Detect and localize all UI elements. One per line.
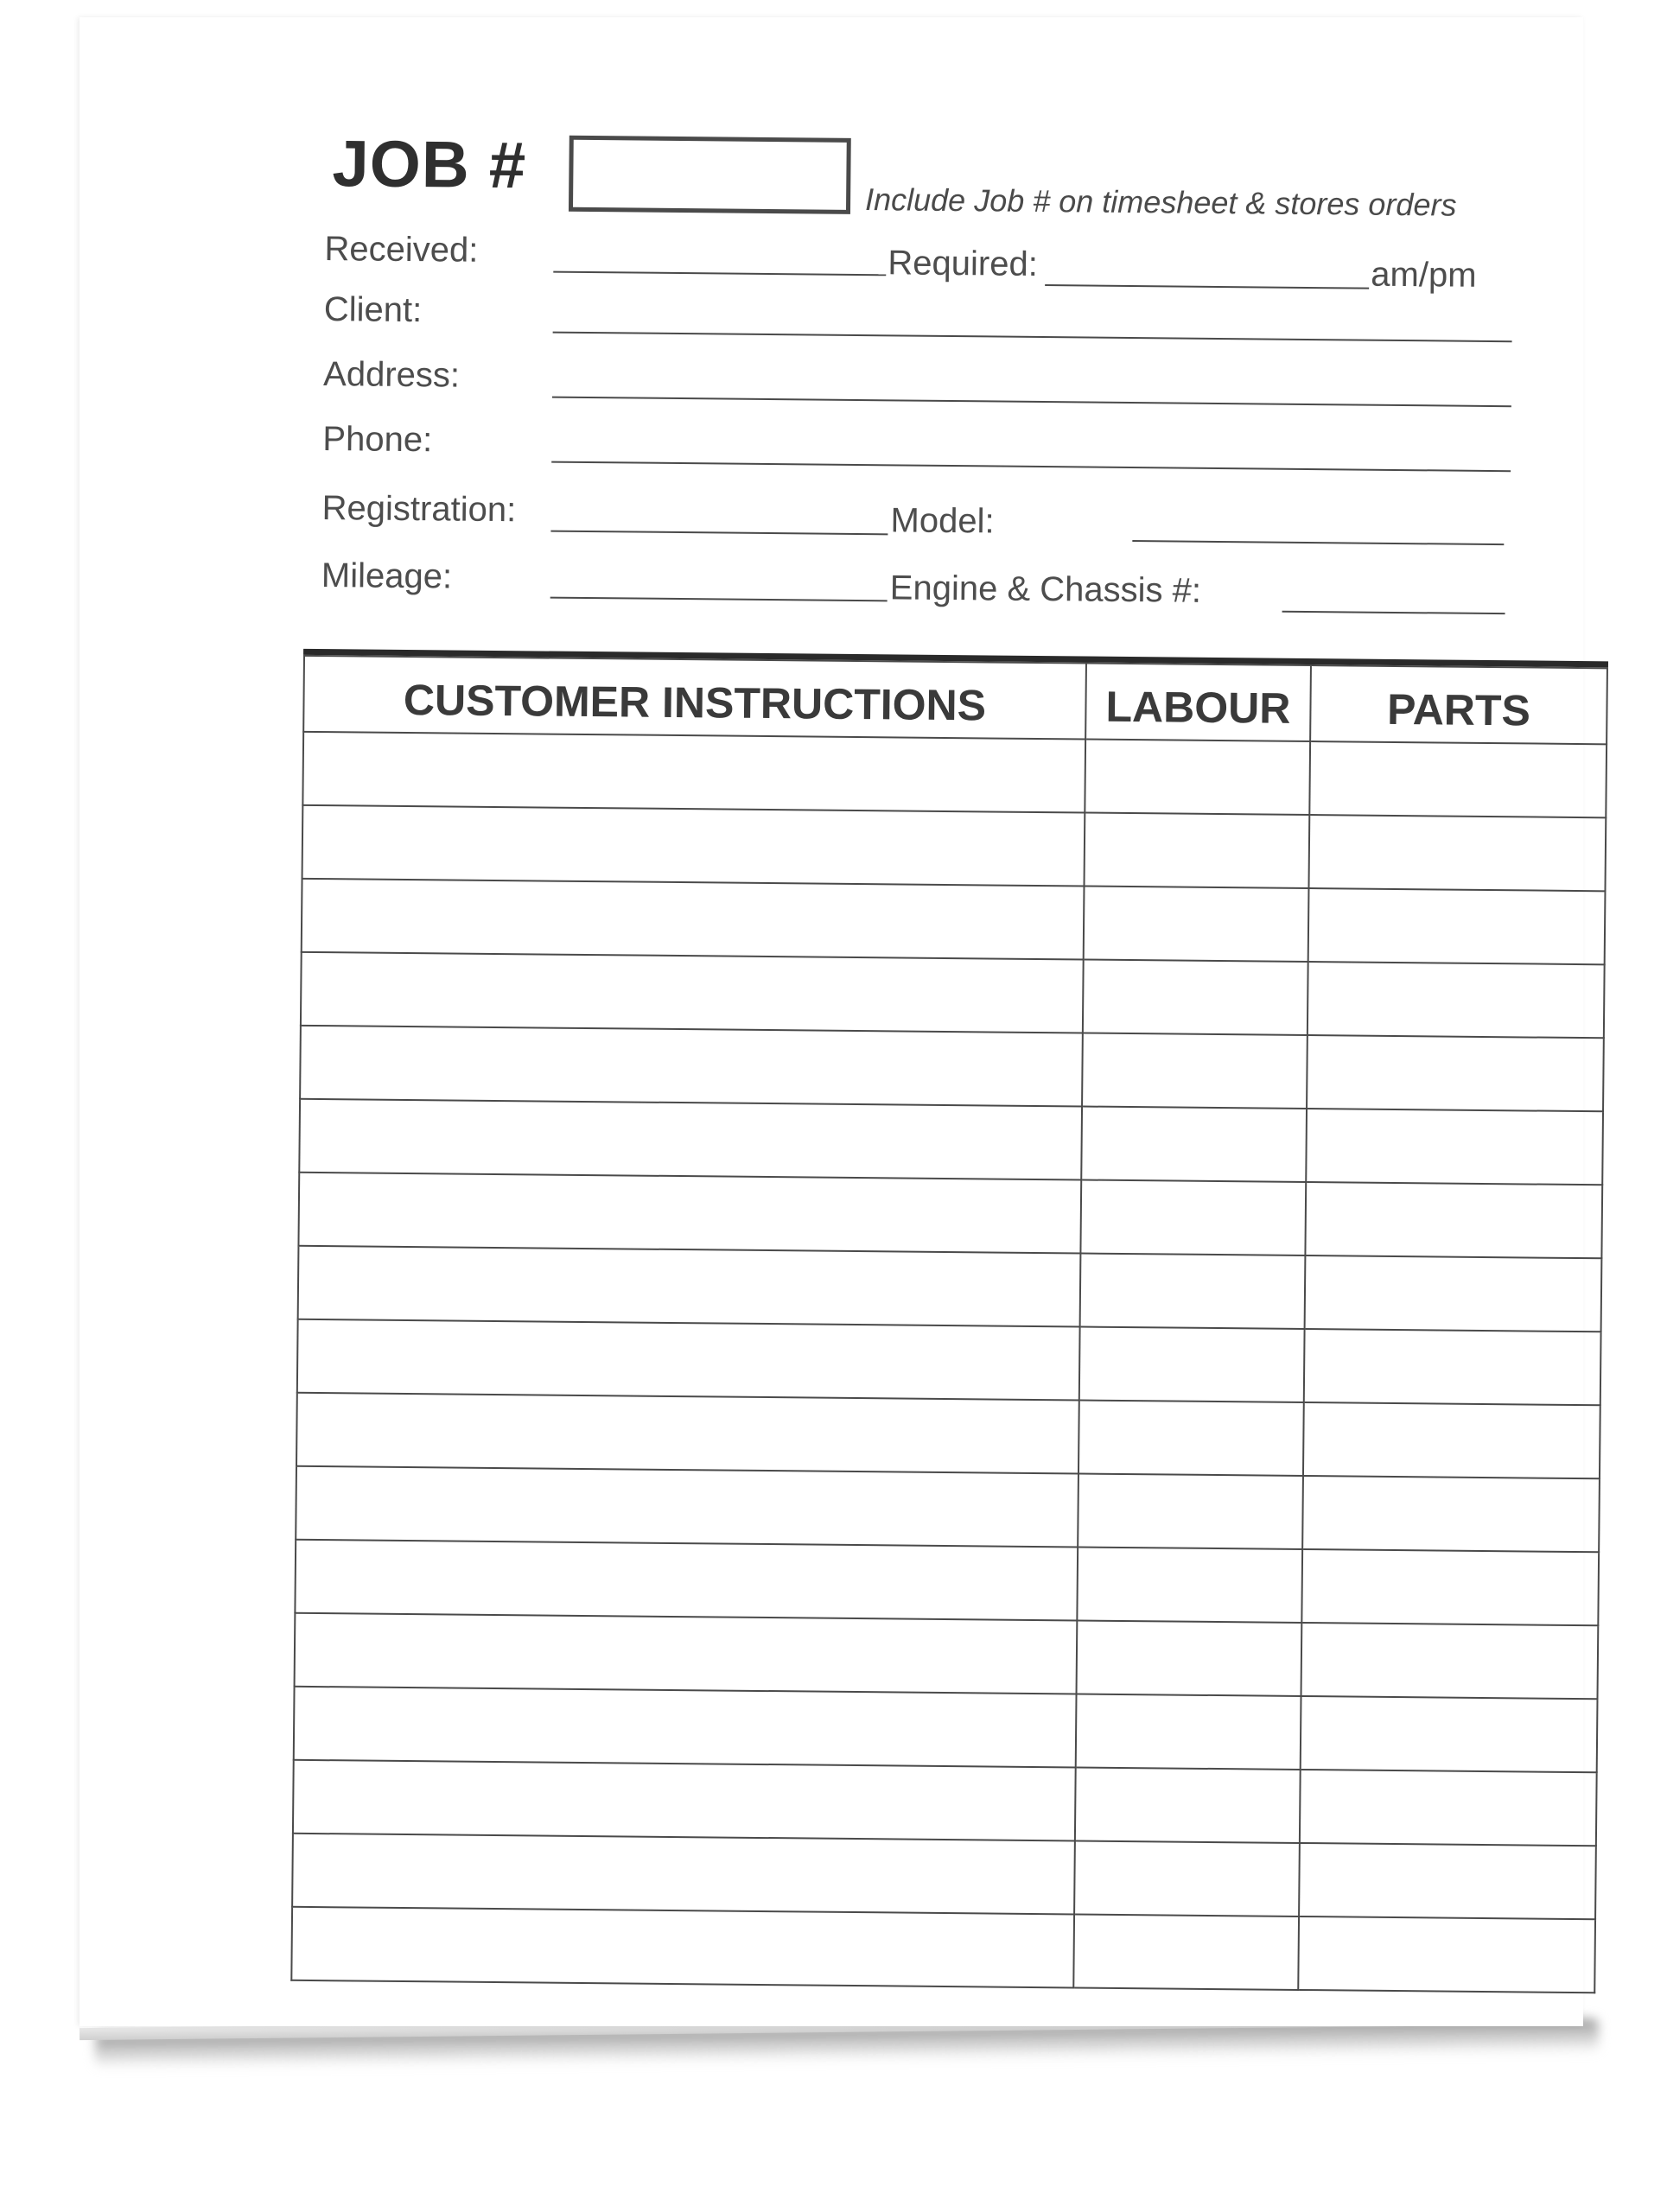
instruction-cell[interactable]	[302, 805, 1085, 887]
parts-cell[interactable]	[1299, 1843, 1596, 1919]
labour-cell[interactable]	[1083, 960, 1308, 1035]
ampm-label: am/pm	[1371, 255, 1477, 295]
table-row	[302, 805, 1607, 891]
instruction-cell[interactable]	[301, 952, 1084, 1033]
parts-cell[interactable]	[1300, 1770, 1597, 1846]
parts-cell[interactable]	[1309, 741, 1607, 817]
parts-cell[interactable]	[1302, 1476, 1600, 1552]
table-header-row	[303, 656, 1607, 744]
instruction-cell[interactable]	[295, 1613, 1078, 1694]
table-row	[293, 1760, 1597, 1846]
mileage-line[interactable]	[550, 597, 888, 602]
received-label: Received:	[324, 230, 479, 270]
labour-cell[interactable]	[1074, 1840, 1300, 1916]
parts-cell[interactable]	[1307, 1035, 1604, 1111]
labour-cell[interactable]	[1079, 1326, 1305, 1402]
table-row	[299, 1099, 1603, 1185]
labour-cell[interactable]	[1080, 1180, 1306, 1255]
engine-chassis-line[interactable]	[1282, 611, 1505, 614]
table-row	[302, 879, 1606, 964]
table-row	[298, 1246, 1602, 1332]
labour-cell[interactable]	[1080, 1254, 1306, 1329]
labour-cell[interactable]	[1078, 1400, 1304, 1475]
parts-cell[interactable]	[1301, 1549, 1599, 1625]
labour-cell[interactable]	[1084, 887, 1309, 962]
table-row	[296, 1466, 1600, 1552]
engine-chassis-label: Engine & Chassis #:	[889, 569, 1202, 610]
phone-line[interactable]	[551, 461, 1511, 473]
instruction-cell[interactable]	[298, 1246, 1081, 1327]
phone-label: Phone:	[322, 420, 433, 460]
parts-cell[interactable]	[1305, 1182, 1602, 1258]
table-row	[300, 1026, 1604, 1111]
job-number-box[interactable]	[569, 136, 851, 214]
mileage-label: Mileage:	[321, 556, 453, 596]
table-row	[295, 1540, 1599, 1625]
labour-cell[interactable]	[1082, 1033, 1308, 1109]
address-label: Address:	[322, 355, 461, 395]
parts-cell[interactable]	[1306, 1109, 1603, 1185]
labour-cell[interactable]	[1073, 1914, 1299, 1989]
client-line[interactable]	[553, 332, 1512, 343]
required-label: Required:	[888, 244, 1039, 283]
table-row	[297, 1319, 1601, 1405]
parts-cell[interactable]	[1301, 1623, 1599, 1699]
received-line[interactable]	[553, 271, 886, 276]
labour-cell[interactable]	[1081, 1107, 1307, 1182]
table-row	[302, 732, 1607, 817]
labour-cell[interactable]	[1077, 1547, 1302, 1622]
instruction-cell[interactable]	[291, 1907, 1074, 1988]
table-row	[295, 1613, 1599, 1699]
registration-line[interactable]	[550, 531, 888, 536]
instruction-cell[interactable]	[295, 1540, 1078, 1621]
instruction-cell[interactable]	[298, 1173, 1081, 1254]
table-row	[301, 952, 1605, 1038]
instruction-cell[interactable]	[292, 1834, 1075, 1915]
parts-cell[interactable]	[1308, 888, 1606, 964]
instruction-cell[interactable]	[296, 1393, 1079, 1474]
model-line[interactable]	[1132, 540, 1504, 545]
table-row	[298, 1173, 1602, 1258]
parts-cell[interactable]	[1298, 1916, 1595, 1993]
job-card-sheet	[80, 17, 1583, 2026]
instruction-cell[interactable]	[300, 1026, 1083, 1107]
instruction-cell[interactable]	[296, 1466, 1078, 1548]
table-row	[292, 1834, 1596, 1919]
labour-cell[interactable]	[1078, 1473, 1303, 1548]
instruction-cell[interactable]	[302, 732, 1085, 813]
parts-cell[interactable]	[1304, 1329, 1601, 1405]
header-labour: LABOUR	[1085, 664, 1311, 741]
required-line[interactable]	[1045, 284, 1369, 289]
address-line[interactable]	[552, 397, 1511, 408]
labour-cell[interactable]	[1076, 1694, 1301, 1769]
labour-cell[interactable]	[1077, 1620, 1302, 1695]
parts-cell[interactable]	[1303, 1402, 1600, 1478]
model-label: Model:	[890, 501, 995, 541]
parts-cell[interactable]	[1301, 1696, 1598, 1772]
job-card-content	[231, 117, 1579, 735]
parts-cell[interactable]	[1308, 815, 1606, 891]
instruction-cell[interactable]	[297, 1319, 1080, 1401]
instruction-cell[interactable]	[302, 879, 1085, 960]
table-body	[291, 732, 1607, 1993]
instructions-table-wrap	[290, 649, 1608, 1993]
table-row	[294, 1687, 1598, 1772]
labour-cell[interactable]	[1084, 813, 1309, 888]
job-number-title: JOB #	[332, 127, 527, 203]
instruction-cell[interactable]	[299, 1099, 1082, 1180]
table-row	[291, 1907, 1595, 1993]
header-customer-instructions: CUSTOMER INSTRUCTIONS	[303, 656, 1086, 740]
parts-cell[interactable]	[1308, 962, 1605, 1038]
parts-cell[interactable]	[1305, 1255, 1602, 1332]
header-parts: PARTS	[1310, 665, 1607, 744]
instruction-cell[interactable]	[293, 1760, 1076, 1841]
client-label: Client:	[323, 290, 423, 330]
table-row	[296, 1393, 1600, 1478]
job-number-note: Include Job # on timesheet & stores orders	[864, 181, 1457, 223]
registration-label: Registration:	[321, 489, 517, 530]
labour-cell[interactable]	[1085, 740, 1310, 815]
instructions-table	[290, 655, 1608, 1993]
labour-cell[interactable]	[1075, 1767, 1301, 1842]
instruction-cell[interactable]	[294, 1687, 1077, 1768]
